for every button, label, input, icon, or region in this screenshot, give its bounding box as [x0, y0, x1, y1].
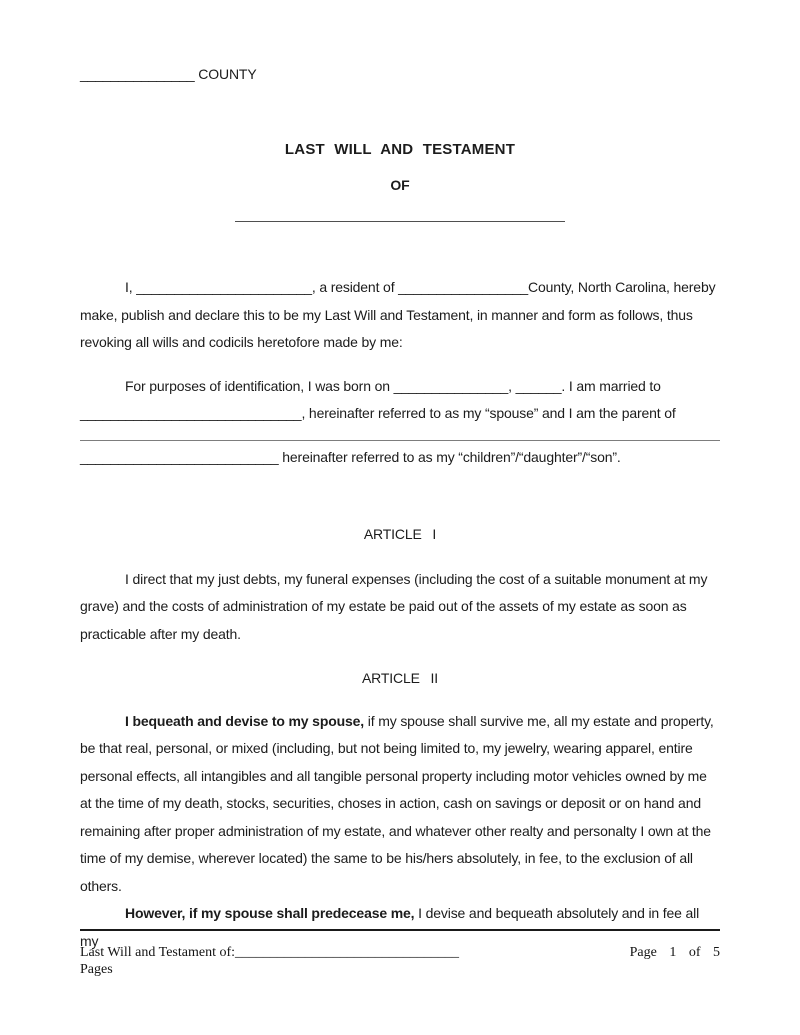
predecease-clause-lead: However, if my spouse shall predecease me,: [125, 905, 415, 921]
document-title: LAST WILL AND TESTAMENT: [284, 141, 516, 158]
footer-left: [80, 944, 459, 978]
intro-text: I, _______________________, a resident of _________________County, North Carolina, hereby make, publish and declare this to be my Last Will and Testament, in manner and form as follows, thus revoking all wills and codicils heretofore made by me:: [80, 279, 716, 350]
article-1-heading: ARTICLE I: [363, 526, 437, 542]
footer-doc-label: Last Will and Testament of:: [80, 945, 236, 960]
spouse-clause-lead: I bequeath and devise to my spouse,: [125, 712, 365, 729]
spouse-clause-rest: if my spouse shall survive me, all my estate and property, be that real, personal, or mixed (including, but not being limited to, my jewelry, wearing apparel, entire personal effects, all intangibles and all tangible personal property including motor vehicles owned by me at the time of my death, stocks, securities, choses in action, cash on savings or deposit or on hand and remaining after proper administration of my estate, and whatever other realty and personalty I own at the time of my demise, wherever located) the same to be his/hers absolutely, in fee, to the exclusion of all others.: [80, 712, 714, 894]
identification-text: For purposes of identification, I was born on _______________, ______. I am married to _____________________________, hereinafter referred to as my “spouse” and I am the parent of: [80, 377, 676, 421]
article-2-heading: ARTICLE II: [361, 670, 439, 686]
county-line: [80, 64, 720, 84]
county-label: COUNTY: [198, 66, 257, 82]
children-reference-text: __________________________ hereinafter referred to as my “children”/“daughter”/“son”.: [80, 448, 621, 465]
article-1-text: I direct that my just debts, my funeral expenses (including the cost of a suitable monument at my grave) and the costs of administration of my estate be paid out of the assets of my estate as soon as practicable after my death.: [80, 570, 708, 642]
intro-paragraph: [80, 274, 720, 357]
predecease-clause-rest: I devise and bequeath absolutely and in fee all my: [80, 905, 700, 949]
document-title-of: OF: [390, 177, 410, 193]
article-1-body: [80, 566, 720, 649]
identification-paragraph: [80, 373, 720, 428]
children-reference-line: [80, 444, 720, 472]
page-indicator: Page 1 of 5: [629, 945, 720, 960]
footer-name-blank: ________________________________: [235, 945, 460, 960]
page-footer: [80, 929, 720, 978]
footer-doc-line: [80, 944, 459, 961]
footer-pages-label: Pages: [80, 962, 113, 977]
parent-of-blank-line: [80, 428, 720, 441]
testator-name-blank-line: [235, 221, 565, 222]
county-name-blank: _______________: [80, 66, 195, 82]
article-2-spouse-paragraph: [80, 708, 720, 901]
